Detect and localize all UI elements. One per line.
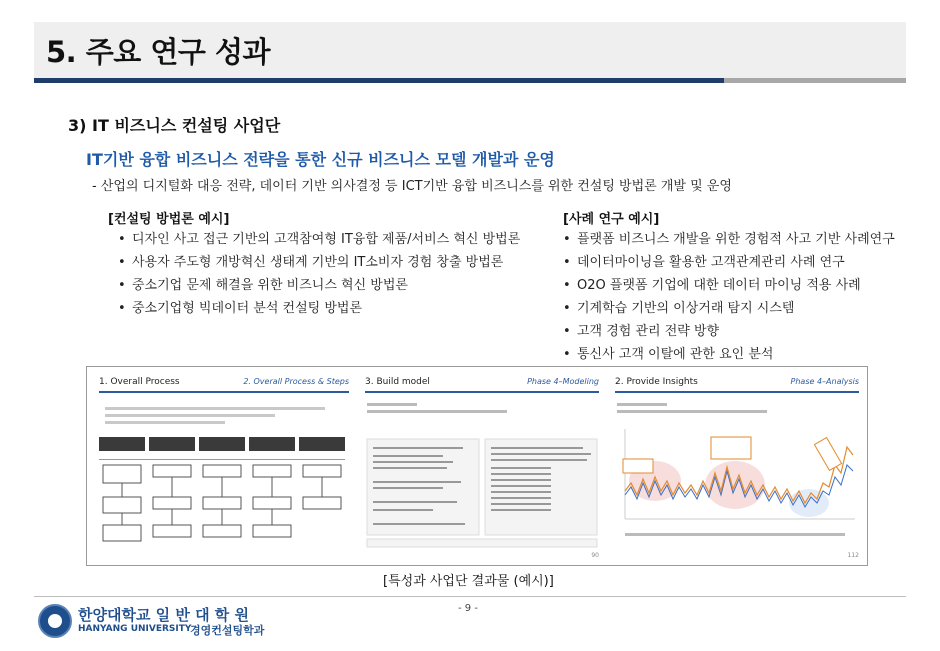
page-number: - 9 -: [458, 603, 478, 614]
list-item: [118, 253, 520, 276]
figure-panel-build-model: [361, 373, 603, 561]
figure-panel-rule: [365, 391, 599, 393]
figure-panel-page: 112: [847, 552, 859, 559]
figure-panel-title: 2. Provide Insights: [615, 377, 698, 387]
figure-panel-insights: [611, 373, 863, 561]
list-item: [563, 230, 895, 253]
list-item: [563, 299, 895, 322]
bullet-icon: •: [118, 232, 126, 247]
bullet-icon: •: [563, 232, 571, 247]
list-item-text: 디자인 사고 접근 기반의 고객참여형 IT융합 제품/서비스 혁신 방법론: [132, 232, 521, 247]
figure-panel-process: [95, 373, 353, 561]
list-item: [563, 276, 895, 299]
university-name-en: HANYANG UNIVERSITY: [78, 624, 192, 634]
title-rule-primary: [34, 78, 724, 83]
bullet-icon: •: [118, 301, 126, 316]
bullet-icon: •: [118, 278, 126, 293]
bullet-icon: •: [118, 255, 126, 270]
figure-panel-title: 3. Build model: [365, 377, 430, 387]
list-item: [118, 299, 520, 322]
methodology-title: [컨설팅 방법론 예시]: [108, 212, 230, 227]
list-item-text: 중소기업 문제 해결을 위한 비즈니스 혁신 방법론: [132, 278, 408, 293]
university-seal-icon: [38, 604, 72, 638]
figure-panel-phase: Phase 4–Analysis: [790, 377, 859, 386]
figure-panel-rule: [99, 391, 349, 393]
list-item-text: 고객 경험 관리 전략 방향: [577, 324, 720, 339]
figure-panel-page: 90: [591, 552, 599, 559]
figure-panel-phase: Phase 4–Modeling: [527, 377, 599, 386]
figure-panel-rule: [615, 391, 859, 393]
list-item-text: O2O 플랫폼 기업에 대한 데이터 마이닝 적용 사례: [577, 278, 861, 293]
list-item: [563, 322, 895, 345]
list-item: [563, 345, 895, 368]
bullet-icon: •: [563, 255, 571, 270]
bullet-icon: •: [563, 324, 571, 339]
bullet-icon: •: [563, 347, 571, 362]
section-subtitle: IT기반 융합 비즈니스 전략을 통한 신규 비즈니스 모델 개발과 운영: [86, 150, 555, 169]
methodology-list: [118, 230, 520, 322]
figure-caption: [특성과 사업단 결과물 (예시)]: [383, 574, 554, 589]
cases-list: [563, 230, 895, 368]
figure-panel-phase: 2. Overall Process & Steps: [243, 377, 349, 386]
list-item-text: 중소기업형 빅데이터 분석 컨설팅 방법론: [132, 301, 363, 316]
cases-title: [사례 연구 예시]: [563, 212, 660, 227]
list-item-text: 플랫폼 비즈니스 개발을 위한 경험적 사고 기반 사례연구: [577, 232, 895, 247]
code-screenshot: [361, 399, 603, 549]
bullet-icon: •: [563, 278, 571, 293]
title-rule-secondary: [724, 78, 906, 83]
list-item-text: 사용자 주도형 개방혁신 생태계 기반의 IT소비자 경험 창출 방법론: [132, 255, 504, 270]
list-item: [118, 230, 520, 253]
footer-divider: [34, 596, 906, 597]
bullet-icon: •: [563, 301, 571, 316]
insights-chart: [611, 399, 863, 549]
section-summary: - 산업의 디지털화 대응 전략, 데이터 기반 의사결정 등 ICT기반 융합 비즈니스를 위한 컨설팅 방법론 개발 및 운영: [92, 179, 732, 194]
process-diagram: [95, 399, 353, 559]
figure-panel-title: 1. Overall Process: [99, 377, 180, 387]
list-item-text: 데이터마이닝을 활용한 고객관계관리 사례 연구: [577, 255, 845, 270]
section-heading: 3) IT 비즈니스 컨설팅 사업단: [68, 116, 281, 135]
result-figure: [86, 366, 868, 566]
list-item-text: 통신사 고객 이탈에 관한 요인 분석: [577, 347, 774, 362]
list-item: [118, 276, 520, 299]
department-name: 경영컨설팅학과: [190, 624, 265, 637]
list-item: [563, 253, 895, 276]
university-name: 한양대학교 일 반 대 학 원: [78, 606, 250, 624]
list-item-text: 기계학습 기반의 이상거래 탐지 시스템: [577, 301, 795, 316]
page-title: 5. 주요 연구 성과: [46, 35, 271, 69]
